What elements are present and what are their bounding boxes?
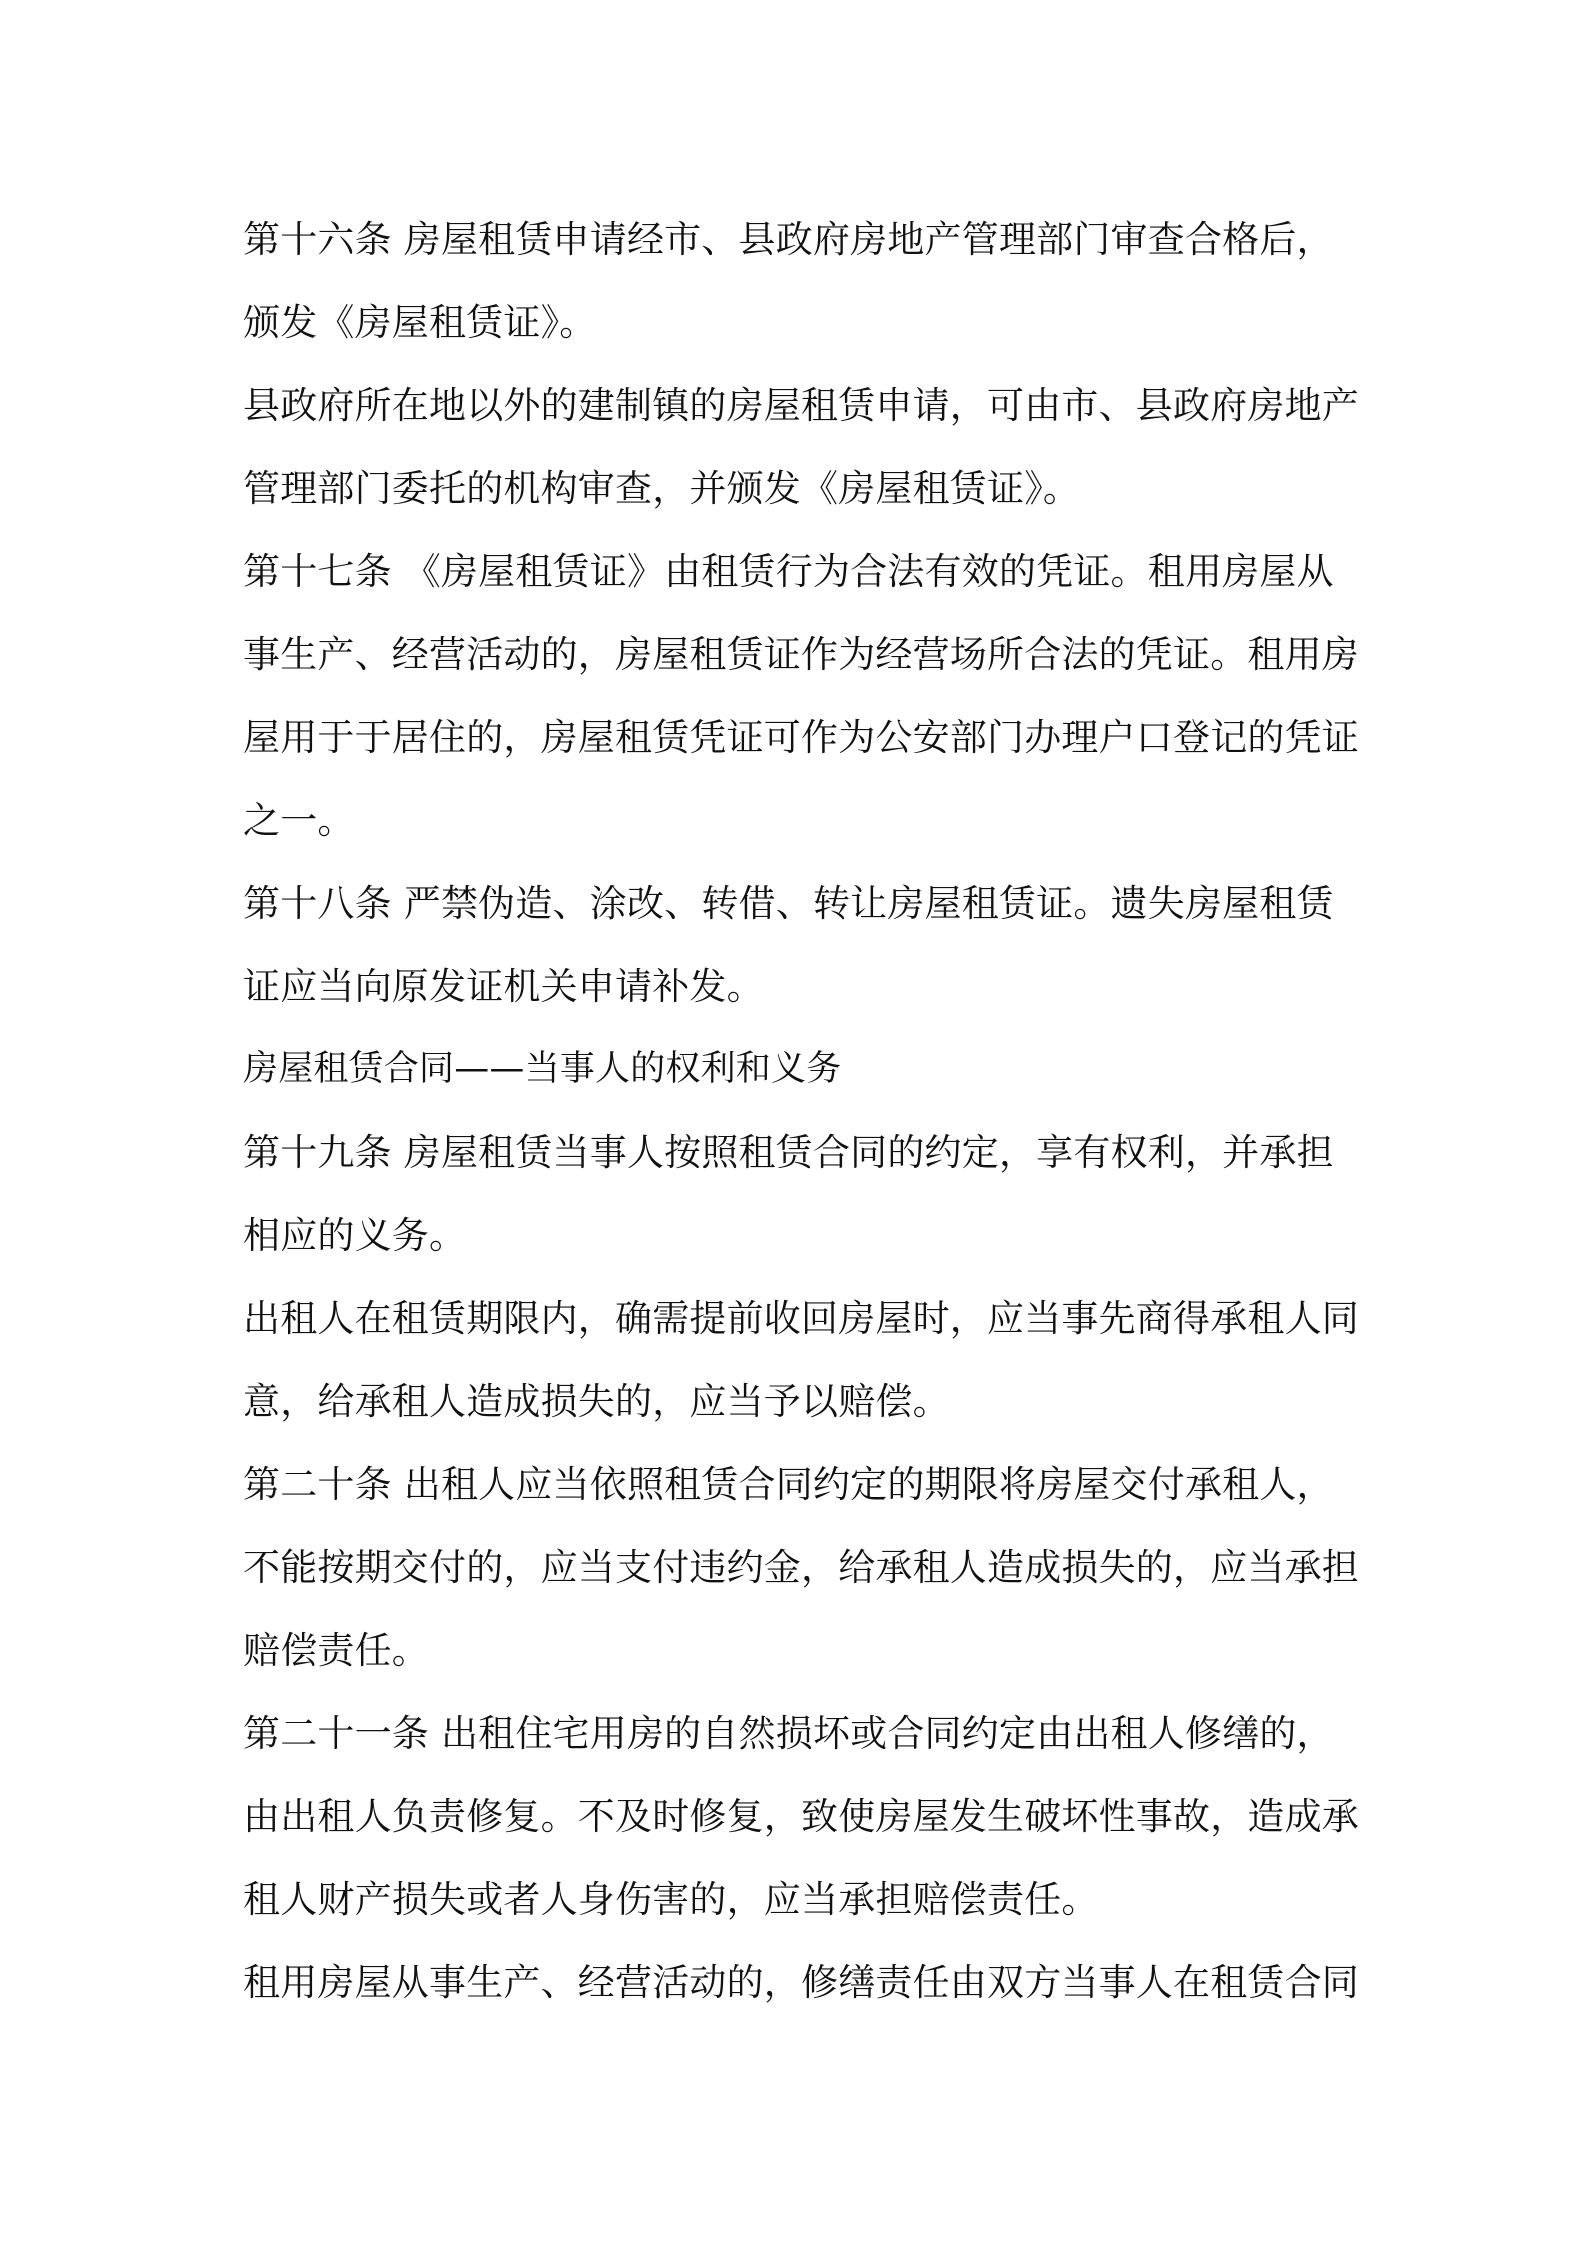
article-20-paragraph: 第二十条 出租人应当依照租赁合同约定的期限将房屋交付承租人，不能按期交付的，应当支付违约金，给承租人造成损失的，应当承担赔偿责任。 — [243, 1463, 1359, 1672]
article-16-clause-2: 县政府所在地以外的建制镇的房屋租赁申请，可由市、县政府房地产管理部门委托的机构审查，并颁发《房屋租赁证》。 — [243, 384, 1359, 510]
article-19-clause-2: 出租人在租赁期限内，确需提前收回房屋时，应当事先商得承租人同意，给承租人造成损失的，应当予以赔偿。 — [243, 1297, 1359, 1423]
article-18-paragraph: 第十八条 严禁伪造、涂改、转借、转让房屋租赁证。遗失房屋租赁证应当向原发证机关申请补发。 — [243, 882, 1334, 1008]
article-16-paragraph: 第十六条 房屋租赁申请经市、县政府房地产管理部门审查合格后，颁发《房屋租赁证》。 — [243, 218, 1334, 344]
document-body — [243, 198, 1363, 2024]
section-heading: 房屋租赁合同——当事人的权利和义务 — [243, 1049, 842, 1089]
article-21-paragraph: 第二十一条 出租住宅用房的自然损坏或合同约定由出租人修缮的，由出租人负责修复。不及时修复，致使房屋发生破坏性事故，造成承租人财产损失或者人身伤害的，应当承担赔偿责任。 — [243, 1712, 1359, 1921]
article-19-paragraph: 第十九条 房屋租赁当事人按照租赁合同的约定，享有权利，并承担相应的义务。 — [243, 1131, 1334, 1257]
article-21-clause-2: 租用房屋从事生产、经营活动的，修缮责任由双方当事人在租赁合同 — [243, 1961, 1359, 2004]
article-17-paragraph: 第十七条 《房屋租赁证》由租赁行为合法有效的凭证。租用房屋从事生产、经营活动的，房屋租赁证作为经营场所合法的凭证。租用房屋用于于居住的，房屋租赁凭证可作为公安部门办理户口登记的凭证之一。 — [243, 550, 1359, 842]
